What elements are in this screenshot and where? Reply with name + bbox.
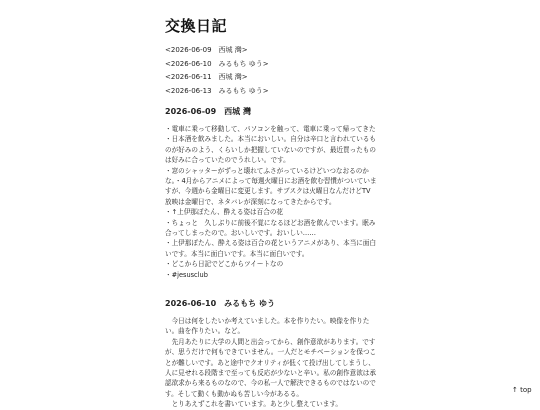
site-title: 交換日記 [165, 17, 228, 35]
entry-heading: 2026-06-10 みるもち ゆう [165, 299, 275, 308]
entry-line: ・上伊那ぼたん、酔える姿は百合の花というアニメがあり、本当に面白いです。本当に面白いです。本当に面白いです。 [165, 239, 377, 258]
toc-item[interactable] [165, 85, 269, 99]
entry-line: ・↑上伊那ぼたん、酔える姿は百合の花 [165, 208, 284, 217]
entry-body [165, 124, 377, 280]
entry-line: 先月あたりに大学の人間と出会ってから、創作意欲があります。ですが、思うだけで何もできていません。一人だとモチベーションを保つことが難しいです。あと途中でクオリティが低くて投げ出してしまうし、人に見せれる段階まで至っても反応が少ないと辛い。私の創作意欲は承認欲求から来るものなので、今の私一人で解決できるものではないのです。そして動くも動かぬも苦しい今があるる。 [165, 337, 377, 398]
entry-line: 今日は何をしたいか考えていました。本を作りたい。映像を作りたい。曲を作りたい。など。 [165, 317, 370, 336]
entry-line: ・電車に乗って移動して、パソコンを触って、電車に乗って帰ってきた [165, 125, 376, 133]
toc-item[interactable] [165, 58, 269, 72]
entry-index [165, 44, 269, 98]
entry-line: とりあえずこれを書いています。あと少し整えています。 [171, 400, 342, 409]
toc-link[interactable]: <2026-06-09 西城 灣> [165, 46, 248, 54]
entry-line: ・ちょっと 久しぶりに前後不覚になるほどお酒を飲んでいます。眠み合ってしまったので。おいしいです。おいしい…… [165, 218, 376, 238]
entry-body [165, 316, 377, 410]
toc-link[interactable]: <2026-06-11 西城 灣> [165, 73, 248, 81]
toc-item[interactable] [165, 44, 269, 58]
toc-link[interactable]: <2026-06-13 みるもち ゆう> [165, 86, 269, 95]
toc-item[interactable] [165, 71, 269, 85]
back-to-top-link[interactable]: ↑ top [512, 386, 532, 394]
entry-line: ・窓のシャッターがずっと壊れてふさがっているけどいつなおるのかな。・4月からアニメによって毎週火曜日にお酒を飲む習慣がついていますが、今週から金曜日に変更します。サブスクは火曜日なんだけどTV放映は金曜日で、ネタバレが深刻になってきたからです。 [165, 166, 377, 206]
entry-line: ・どこから日記でどこからツイートなの [165, 260, 284, 269]
entry-line: ・#jesusclub [165, 270, 208, 279]
entry-heading: 2026-06-09 西城 灣 [165, 107, 251, 116]
toc-link[interactable]: <2026-06-10 みるもち ゆう> [165, 59, 269, 68]
entry-line: ・日本酒を飲みました。本当においしい。自分は辛口と言われているものが好みのよう、くらいしか把握していないのですが、最近買ったものは好みに合っていたのでうれしい。です。 [165, 135, 376, 165]
